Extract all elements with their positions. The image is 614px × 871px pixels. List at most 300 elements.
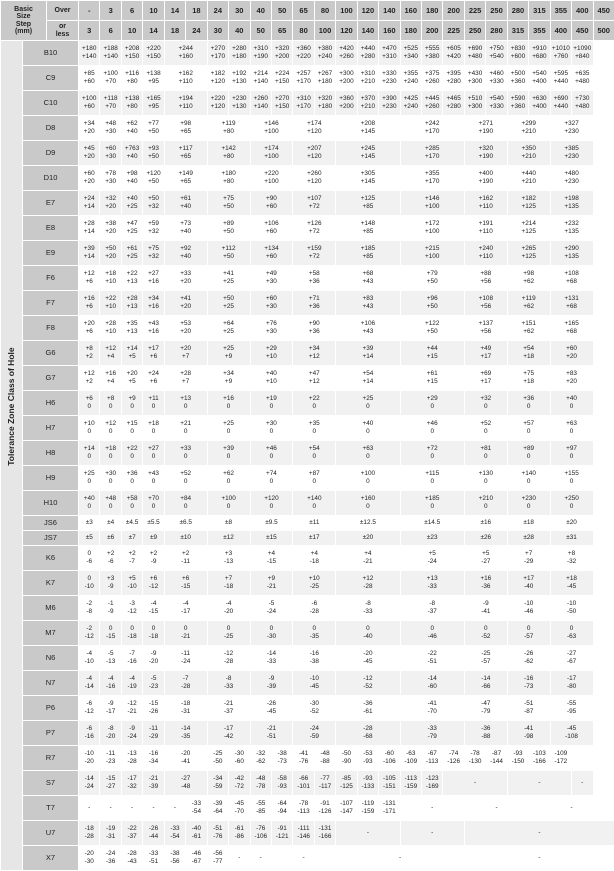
deviation-cell: [250, 531, 293, 546]
lower-deviation: +140: [100, 53, 120, 61]
lower-deviation: 0: [79, 503, 99, 511]
deviation-cell: [164, 721, 207, 746]
deviation-cell: [400, 216, 464, 241]
tolerance-class-label: E7: [23, 191, 79, 216]
size-or-less-cell: 100: [314, 21, 335, 41]
tolerance-class-label: JS6: [23, 516, 79, 531]
lower-deviation: 0: [143, 403, 163, 411]
upper-deviation: -131: [315, 825, 335, 833]
lower-deviation: -15: [165, 583, 207, 591]
deviation-cell: [121, 621, 142, 646]
upper-deviation: +208: [122, 45, 142, 53]
lower-deviation: -68: [336, 733, 399, 741]
deviation-cell: [229, 846, 250, 871]
lower-deviation: -28: [165, 683, 207, 691]
deviation-cell: [100, 671, 121, 696]
size-or-less-cell: 18: [164, 21, 185, 41]
lower-deviation: -33: [401, 583, 464, 591]
lower-deviation: +80: [208, 153, 250, 161]
lower-deviation: 0: [508, 503, 550, 511]
lower-deviation: -20: [100, 733, 120, 741]
upper-deviation: -34: [208, 775, 228, 783]
lower-deviation: +70: [100, 103, 120, 111]
lower-deviation: +30: [100, 178, 120, 186]
deviation-cell: [100, 516, 121, 531]
upper-deviation: +49: [251, 270, 293, 278]
deviation-cell: [100, 546, 121, 571]
lower-deviation: +280: [443, 103, 463, 111]
lower-deviation: +6: [143, 353, 163, 361]
upper-deviation: +395: [443, 70, 463, 78]
deviation-cell: [336, 846, 465, 871]
deviation-cell: [379, 91, 400, 116]
lower-deviation: -52: [293, 708, 335, 716]
deviation-cell: [79, 466, 100, 491]
deviation-cell: [464, 116, 507, 141]
upper-deviation: -: [401, 804, 464, 812]
upper-deviation: -36: [336, 700, 399, 708]
lower-deviation: -51: [143, 858, 163, 866]
lower-deviation: -113: [422, 758, 442, 766]
upper-deviation: +78: [100, 170, 120, 178]
deviation-cell: [121, 91, 142, 116]
lower-deviation: +100: [251, 153, 293, 161]
deviation-cell: [79, 796, 100, 821]
upper-deviation: +149: [165, 170, 207, 178]
upper-deviation: +4: [251, 550, 293, 558]
deviation-cell: [400, 531, 464, 546]
upper-deviation: +260: [293, 170, 335, 178]
upper-deviation: -: [443, 779, 506, 787]
lower-deviation: +125: [508, 228, 550, 236]
upper-deviation: +52: [165, 470, 207, 478]
size-or-less-cell: 120: [336, 21, 357, 41]
tolerance-row: [1, 721, 614, 746]
lower-deviation: +360: [508, 78, 528, 86]
upper-deviation: +2: [143, 550, 163, 558]
size-or-less-cell: 40: [229, 21, 250, 41]
deviation-cell: [507, 266, 550, 291]
lower-deviation: +40: [122, 128, 142, 136]
deviation-cell: [507, 531, 550, 546]
lower-deviation: -130: [465, 758, 485, 766]
deviation-cell: [550, 266, 593, 291]
deviation-cell: [143, 216, 164, 241]
lower-deviation: +125: [508, 253, 550, 261]
lower-deviation: +230: [551, 128, 593, 136]
or-less-line-2: less: [47, 31, 78, 39]
deviation-cell: [443, 771, 507, 796]
upper-deviation: +100: [100, 70, 120, 78]
lower-deviation: 0: [465, 403, 507, 411]
deviation-cell: [293, 66, 314, 91]
tolerance-row: [1, 596, 614, 621]
lower-deviation: -43: [122, 858, 142, 866]
upper-deviation: -93: [508, 750, 528, 758]
lower-deviation: +62: [508, 278, 550, 286]
lower-deviation: +50: [401, 303, 464, 311]
deviation-cell: [550, 546, 593, 571]
deviation-cell: [271, 41, 292, 66]
lower-deviation: +43: [336, 303, 399, 311]
upper-deviation: -22: [401, 650, 464, 658]
upper-deviation: +320: [272, 45, 292, 53]
upper-deviation: +330: [379, 70, 399, 78]
lower-deviation: -109: [401, 758, 421, 766]
deviation-cell: [550, 216, 593, 241]
lower-deviation: -51: [251, 733, 293, 741]
deviation-cell: [400, 466, 464, 491]
upper-deviation: -2: [79, 600, 99, 608]
lower-deviation: 0: [401, 403, 464, 411]
deviation-cell: [293, 341, 336, 366]
lower-deviation: -10: [79, 583, 99, 591]
tolerance-class-label: H8: [23, 441, 79, 466]
upper-deviation: -46: [186, 850, 206, 858]
deviation-cell: [207, 291, 250, 316]
deviation-cell: [529, 66, 550, 91]
lower-deviation: -126: [443, 758, 463, 766]
deviation-cell: [336, 216, 400, 241]
tolerance-class-label: K7: [23, 571, 79, 596]
upper-deviation: +9: [251, 575, 293, 583]
upper-deviation: -6: [79, 725, 99, 733]
deviation-cell: [293, 216, 336, 241]
upper-deviation: -12: [208, 650, 250, 658]
size-or-less-cell: 450: [572, 21, 593, 41]
lower-deviation: +36: [293, 278, 335, 286]
lower-deviation: +30: [100, 153, 120, 161]
deviation-cell: [293, 546, 336, 571]
lower-deviation: -45: [551, 583, 593, 591]
deviation-cell: [143, 341, 164, 366]
deviation-cell: [293, 166, 336, 191]
upper-deviation: -39: [208, 800, 228, 808]
deviation-cell: [207, 696, 250, 721]
deviation-cell: [400, 341, 464, 366]
upper-deviation: +62: [122, 120, 142, 128]
deviation-cell: [507, 291, 550, 316]
upper-deviation: +134: [251, 245, 293, 253]
lower-deviation: -38: [293, 658, 335, 666]
upper-deviation: +25: [208, 420, 250, 428]
lower-deviation: 0: [165, 503, 207, 511]
upper-deviation: +148: [336, 220, 399, 228]
deviation-cell: [550, 466, 593, 491]
upper-deviation: ±10: [165, 534, 207, 542]
upper-deviation: +9: [122, 395, 142, 403]
upper-deviation: +763: [122, 145, 142, 153]
upper-deviation: +7: [508, 550, 550, 558]
upper-deviation: +27: [143, 270, 163, 278]
lower-deviation: 0: [336, 403, 399, 411]
deviation-cell: [143, 91, 164, 116]
lower-deviation: -126: [315, 808, 335, 816]
deviation-cell: [207, 166, 250, 191]
upper-deviation: -: [401, 829, 464, 837]
upper-deviation: +460: [486, 70, 506, 78]
upper-deviation: +242: [401, 120, 464, 128]
deviation-cell: [100, 91, 121, 116]
lower-deviation: 0: [79, 428, 99, 436]
upper-deviation: +25: [336, 395, 399, 403]
upper-deviation: +257: [293, 70, 313, 78]
deviation-cell: [529, 91, 550, 116]
upper-deviation: +18: [143, 420, 163, 428]
deviation-cell: [400, 316, 464, 341]
lower-deviation: +50: [143, 128, 163, 136]
deviation-cell: [164, 596, 207, 621]
lower-deviation: +20: [551, 353, 593, 361]
lower-deviation: +20: [100, 203, 120, 211]
deviation-cell: [379, 41, 400, 66]
lower-deviation: +145: [336, 178, 399, 186]
upper-deviation: +232: [551, 220, 593, 228]
deviation-cell: [464, 571, 507, 596]
upper-deviation: +28: [165, 370, 207, 378]
upper-deviation: +555: [422, 45, 442, 53]
upper-deviation: ±12.5: [336, 519, 399, 527]
lower-deviation: +170: [208, 53, 228, 61]
deviation-cell: [443, 66, 464, 91]
upper-deviation: +120: [143, 170, 163, 178]
size-over-cell: 180: [422, 1, 443, 21]
deviation-cell: [550, 746, 571, 771]
deviation-cell: [293, 316, 336, 341]
upper-deviation: -: [251, 854, 271, 862]
size-over-cell: 50: [271, 1, 292, 21]
lower-deviation: +14: [336, 353, 399, 361]
deviation-cell: [250, 696, 293, 721]
upper-deviation: +17: [143, 345, 163, 353]
lower-deviation: -21: [122, 708, 142, 716]
lower-deviation: 0: [336, 428, 399, 436]
upper-deviation: +2: [165, 550, 207, 558]
upper-deviation: +35: [122, 320, 142, 328]
upper-deviation: +22: [100, 295, 120, 303]
deviation-cell: [293, 116, 336, 141]
deviation-cell: [293, 621, 336, 646]
upper-deviation: 0: [208, 625, 250, 633]
upper-deviation: -9: [122, 725, 142, 733]
deviation-cell: [250, 546, 293, 571]
deviation-cell: [550, 166, 593, 191]
upper-deviation: +214: [508, 220, 550, 228]
upper-deviation: +40: [551, 395, 593, 403]
upper-deviation: +4: [293, 550, 335, 558]
upper-deviation: -123: [422, 775, 442, 783]
upper-deviation: +34: [293, 345, 335, 353]
upper-deviation: +310: [251, 45, 271, 53]
upper-deviation: +44: [401, 345, 464, 353]
deviation-cell: [464, 671, 507, 696]
lower-deviation: +280: [443, 78, 463, 86]
lower-deviation: +135: [551, 203, 593, 211]
tolerance-class-label: H9: [23, 466, 79, 491]
lower-deviation: -33: [208, 683, 250, 691]
upper-deviation: +230: [229, 95, 249, 103]
lower-deviation: -98: [508, 733, 550, 741]
lower-deviation: +180: [315, 78, 335, 86]
lower-deviation: -93: [272, 783, 292, 791]
tolerance-class-label: H6: [23, 391, 79, 416]
size-over-cell: 10: [143, 1, 164, 21]
deviation-cell: [507, 366, 550, 391]
lower-deviation: +2: [79, 353, 99, 361]
tolerance-class-label: F7: [23, 291, 79, 316]
upper-deviation: +58: [122, 495, 142, 503]
deviation-cell: [464, 191, 507, 216]
upper-deviation: +28: [100, 320, 120, 328]
upper-deviation: -: [272, 854, 335, 862]
deviation-cell: [121, 141, 142, 166]
upper-deviation: +60: [551, 345, 593, 353]
lower-deviation: -24: [251, 608, 293, 616]
lower-deviation: +190: [465, 153, 507, 161]
deviation-cell: [336, 771, 357, 796]
upper-deviation: +1090: [572, 45, 592, 53]
deviation-cell: [186, 796, 207, 821]
lower-deviation: -88: [465, 733, 507, 741]
deviation-cell: [121, 546, 142, 571]
deviation-cell: [336, 466, 400, 491]
lower-deviation: -20: [208, 608, 250, 616]
deviation-cell: [100, 796, 121, 821]
lower-deviation: +56: [465, 303, 507, 311]
size-or-less-cell: 6: [100, 21, 121, 41]
deviation-cell: [207, 571, 250, 596]
lower-deviation: +540: [486, 53, 506, 61]
tolerance-class-label: C9: [23, 66, 79, 91]
upper-deviation: +89: [508, 445, 550, 453]
upper-deviation: +20: [79, 320, 99, 328]
upper-deviation: +540: [486, 95, 506, 103]
deviation-cell: [143, 316, 164, 341]
deviation-cell: [79, 416, 100, 441]
upper-deviation: +192: [229, 70, 249, 78]
deviation-cell: [100, 721, 121, 746]
deviation-cell: [250, 266, 293, 291]
lower-deviation: -54: [165, 833, 185, 841]
deviation-cell: [121, 441, 142, 466]
upper-deviation: ±9.5: [251, 519, 293, 527]
deviation-cell: [507, 571, 550, 596]
deviation-cell: [100, 621, 121, 646]
upper-deviation: -36: [465, 725, 507, 733]
deviation-cell: [336, 621, 400, 646]
size-over-cell: 40: [250, 1, 271, 21]
deviation-cell: [250, 91, 271, 116]
tolerance-row: [1, 166, 614, 191]
deviation-cell: [507, 241, 550, 266]
upper-deviation: +185: [336, 245, 399, 253]
deviation-cell: [207, 721, 250, 746]
deviation-cell: [143, 116, 164, 141]
deviation-cell: [422, 91, 443, 116]
lower-deviation: +440: [551, 78, 571, 86]
deviation-cell: [207, 391, 250, 416]
lower-deviation: -25: [293, 583, 335, 591]
lower-deviation: +240: [315, 53, 335, 61]
lower-deviation: 0: [401, 503, 464, 511]
deviation-cell: [121, 341, 142, 366]
deviation-cell: [550, 571, 593, 596]
lower-deviation: -28: [208, 658, 250, 666]
tolerance-class-label: N7: [23, 671, 79, 696]
lower-deviation: 0: [401, 428, 464, 436]
tolerance-row: [1, 516, 614, 531]
upper-deviation: +85: [79, 70, 99, 78]
lower-deviation: -41: [465, 608, 507, 616]
deviation-cell: [100, 241, 121, 266]
tolerance-class-label: D8: [23, 116, 79, 141]
tolerance-class-label: H7: [23, 416, 79, 441]
lower-deviation: -78: [251, 783, 271, 791]
deviation-cell: [250, 491, 293, 516]
upper-deviation: 0: [143, 625, 163, 633]
upper-deviation: +165: [143, 95, 163, 103]
deviation-cell: [507, 141, 550, 166]
upper-deviation: +54: [293, 445, 335, 453]
deviation-cell: [271, 821, 292, 846]
upper-deviation: -64: [272, 800, 292, 808]
deviation-cell: [79, 546, 100, 571]
upper-deviation: -5: [251, 600, 293, 608]
upper-deviation: ±28: [508, 534, 550, 542]
deviation-cell: [121, 571, 142, 596]
deviation-cell: [121, 466, 142, 491]
upper-deviation: +15: [122, 420, 142, 428]
upper-deviation: ±9: [143, 534, 163, 542]
lower-deviation: -33: [336, 608, 399, 616]
deviation-cell: [550, 531, 593, 546]
deviation-cell: [121, 696, 142, 721]
upper-deviation: +245: [336, 145, 399, 153]
upper-deviation: +8: [79, 345, 99, 353]
lower-deviation: -7: [122, 558, 142, 566]
size-or-less-cell: 65: [271, 21, 292, 41]
deviation-cell: [336, 821, 400, 846]
deviation-cell: [507, 166, 550, 191]
lower-deviation: +50: [143, 153, 163, 161]
deviation-cell: [164, 646, 207, 671]
deviation-cell: [143, 846, 164, 871]
deviation-cell: [507, 621, 550, 646]
upper-deviation: +71: [293, 295, 335, 303]
lower-deviation: +145: [336, 153, 399, 161]
lower-deviation: +60: [79, 78, 99, 86]
upper-deviation: +2: [100, 550, 120, 558]
lower-deviation: +20: [100, 228, 120, 236]
upper-deviation: -17: [208, 725, 250, 733]
lower-deviation: 0: [465, 478, 507, 486]
deviation-cell: [507, 491, 550, 516]
deviation-cell: [121, 216, 142, 241]
tolerance-class-label: T7: [23, 796, 79, 821]
lower-deviation: +20: [165, 303, 207, 311]
upper-deviation: ±23: [401, 534, 464, 542]
tolerance-row: [1, 746, 614, 771]
upper-deviation: -12: [336, 675, 399, 683]
deviation-cell: [550, 671, 593, 696]
deviation-cell: [271, 846, 335, 871]
upper-deviation: +2: [122, 550, 142, 558]
upper-deviation: +75: [508, 370, 550, 378]
lower-deviation: +125: [508, 203, 550, 211]
deviation-cell: [464, 721, 507, 746]
lower-deviation: +72: [293, 228, 335, 236]
upper-deviation: +138: [143, 70, 163, 78]
